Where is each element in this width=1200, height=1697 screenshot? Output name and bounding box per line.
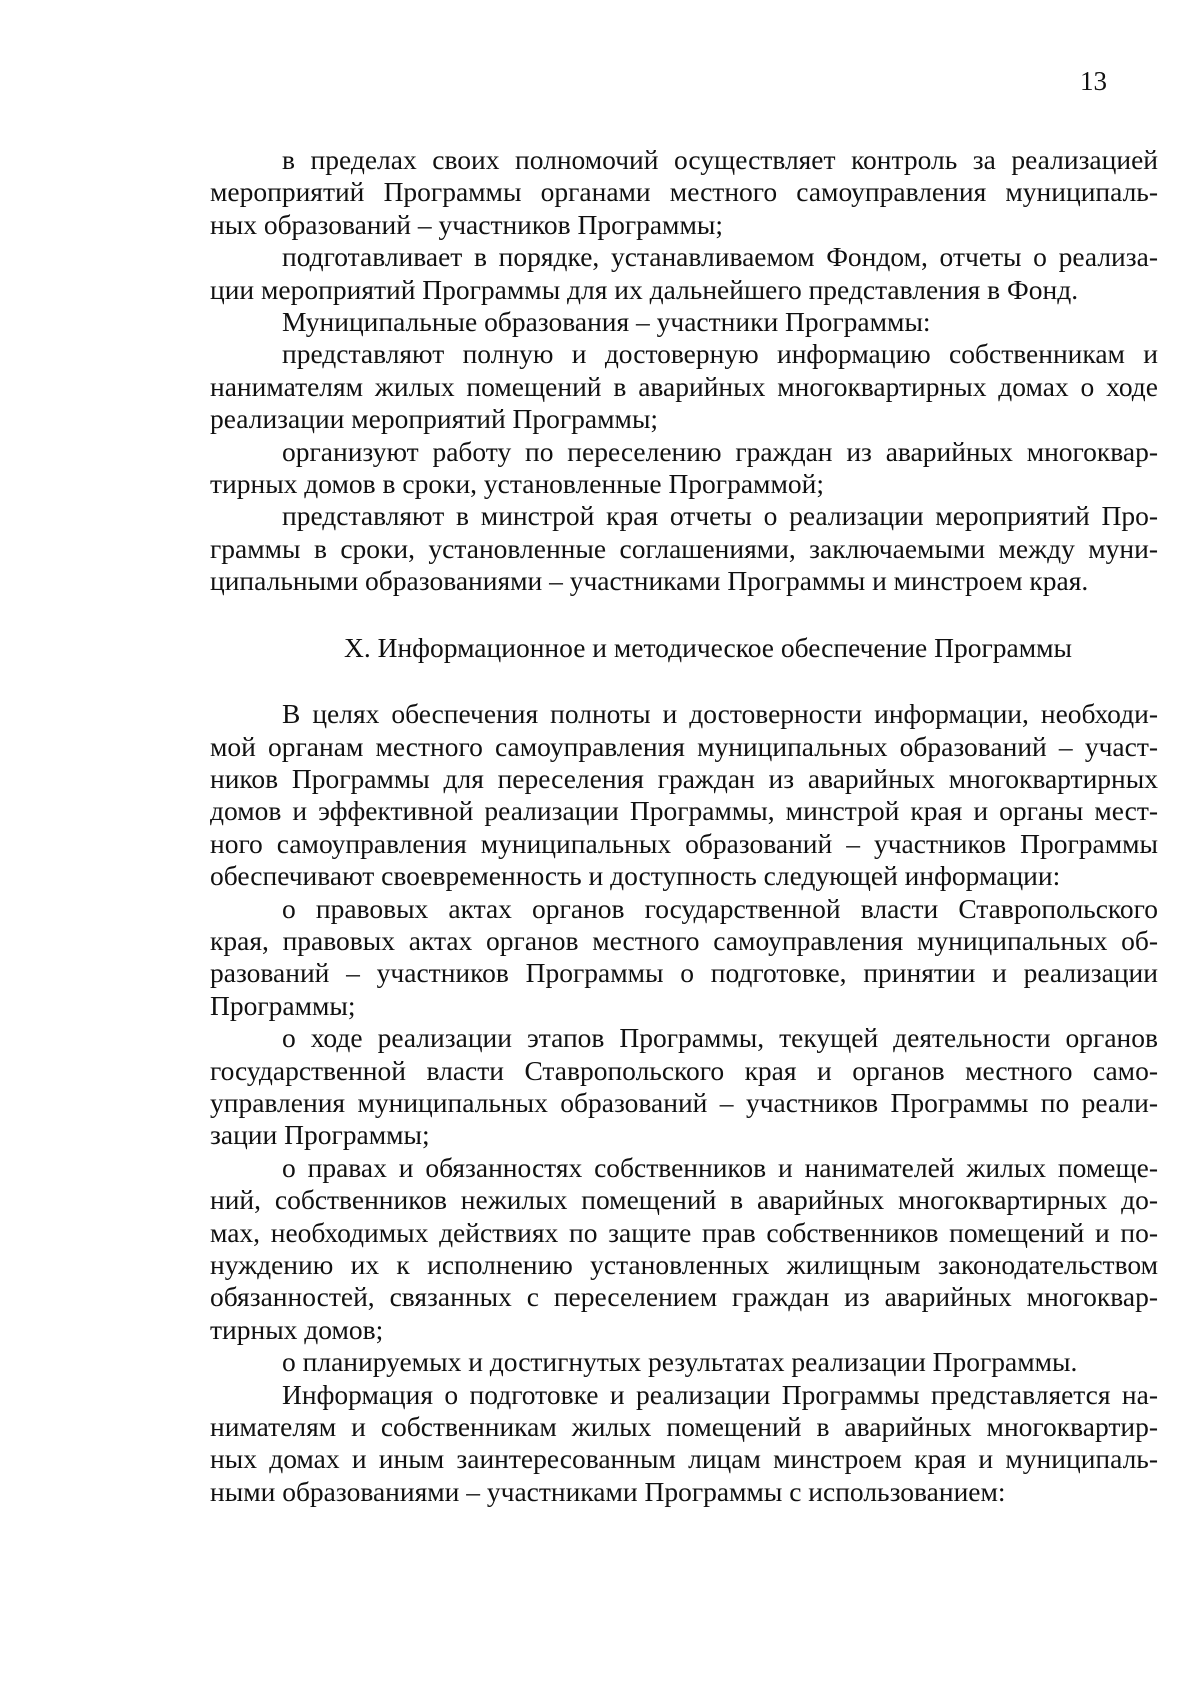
text-line: управления муниципальных образований – участников Программы по реали- bbox=[210, 1086, 1158, 1118]
text-line: ции мероприятий Программы для их дальнейшего представления в Фонд. bbox=[210, 273, 1079, 305]
text-line: о ходе реализации этапов Программы, текущей деятельности органов bbox=[282, 1022, 1158, 1054]
paragraph bbox=[210, 306, 1158, 338]
page-number: 13 bbox=[1080, 66, 1107, 96]
text-line: о правах и обязанностях собственников и нанимателей жилых помеще- bbox=[282, 1151, 1158, 1183]
text-line: обязанностей, связанных с переселением граждан из аварийных многоквар- bbox=[210, 1281, 1158, 1313]
text-line: мах, необходимых действиях по защите прав собственников помещений и по- bbox=[210, 1216, 1158, 1248]
text-line: ными образованиями – участниками Программы с использованием: bbox=[210, 1475, 1006, 1507]
text-line: в пределах своих полномочий осуществляет контроль за реализацией bbox=[282, 144, 1158, 175]
text-line: разований – участников Программы о подготовке, принятии и реализации bbox=[210, 957, 1158, 989]
text-line: подготавливает в порядке, устанавливаемом Фондом, отчеты о реализа- bbox=[282, 241, 1158, 273]
text-line: ных домах и иным заинтересованным лицам минстроем края и муниципаль- bbox=[210, 1443, 1158, 1475]
text-line: нанимателям жилых помещений в аварийных многоквартирных домах о ходе bbox=[210, 370, 1158, 402]
text-line: Программы; bbox=[210, 989, 356, 1021]
paragraph bbox=[210, 338, 1158, 435]
text-line: реализации мероприятий Программы; bbox=[210, 403, 659, 435]
text-line: нимателям и собственникам жилых помещений в аварийных многоквартир- bbox=[210, 1411, 1158, 1443]
text-line: обеспечивают своевременность и доступность следующей информации: bbox=[210, 860, 1061, 892]
paragraph bbox=[210, 1346, 1158, 1378]
text-line: о планируемых и достигнутых результатах реализации Программы. bbox=[282, 1346, 1078, 1378]
paragraph bbox=[210, 144, 1158, 241]
text-line: о правовых актах органов государственной власти Ставропольского bbox=[282, 892, 1158, 924]
text-line: Муниципальные образования – участники Программы: bbox=[282, 306, 931, 338]
text-line: представляют полную и достоверную информацию собственникам и bbox=[282, 338, 1158, 370]
text-line: государственной власти Ставропольского края и органов местного само- bbox=[210, 1054, 1158, 1086]
text-line: граммы в сроки, установленные соглашениями, заключаемыми между муни- bbox=[210, 532, 1158, 564]
paragraphs-top bbox=[210, 144, 1158, 598]
paragraph bbox=[210, 1379, 1158, 1509]
text-line: организуют работу по переселению граждан из аварийных многоквар- bbox=[282, 435, 1158, 467]
paragraph bbox=[210, 893, 1158, 1023]
text-line: тирных домов в сроки, установленные Программой; bbox=[210, 468, 824, 500]
text-line: мероприятий Программы органами местного самоуправления муниципаль- bbox=[210, 176, 1158, 208]
section-heading: X. Информационное и методическое обеспечение Программы bbox=[344, 631, 1073, 663]
text-line: зации Программы; bbox=[210, 1119, 430, 1151]
text-line: ний, собственников нежилых помещений в аварийных многоквартирных до- bbox=[210, 1184, 1158, 1216]
text-line: тирных домов; bbox=[210, 1313, 384, 1345]
paragraph bbox=[210, 1152, 1158, 1346]
text-line: ных образований – участников Программы; bbox=[210, 208, 723, 240]
text-line: В целях обеспечения полноты и достоверности информации, необходи- bbox=[282, 698, 1158, 730]
paragraph bbox=[210, 698, 1158, 892]
text-line: мой органам местного самоуправления муниципальных образований – участ- bbox=[210, 730, 1158, 762]
text-line: края, правовых актах органов местного самоуправления муниципальных об- bbox=[210, 924, 1158, 956]
text-line: ципальными образованиями – участниками Программы и минстроем края. bbox=[210, 565, 1089, 597]
text-line: ного самоуправления муниципальных образований – участников Программы bbox=[210, 827, 1158, 859]
document-body bbox=[210, 144, 1158, 1508]
text-line: Информация о подготовке и реализации Программы представляется на- bbox=[282, 1378, 1158, 1410]
text-line: ников Программы для переселения граждан из аварийных многоквартирных bbox=[210, 762, 1158, 794]
text-line: домов и эффективной реализации Программы, минстрой края и органы мест- bbox=[210, 795, 1158, 827]
paragraph bbox=[210, 500, 1158, 597]
paragraph bbox=[210, 436, 1158, 501]
text-line: представляют в минстрой края отчеты о реализации мероприятий Про- bbox=[282, 500, 1158, 532]
paragraphs-bottom bbox=[210, 698, 1158, 1508]
paragraph bbox=[210, 1022, 1158, 1152]
paragraph bbox=[210, 241, 1158, 306]
text-line: нуждению их к исполнению установленных жилищным законодательством bbox=[210, 1249, 1158, 1280]
